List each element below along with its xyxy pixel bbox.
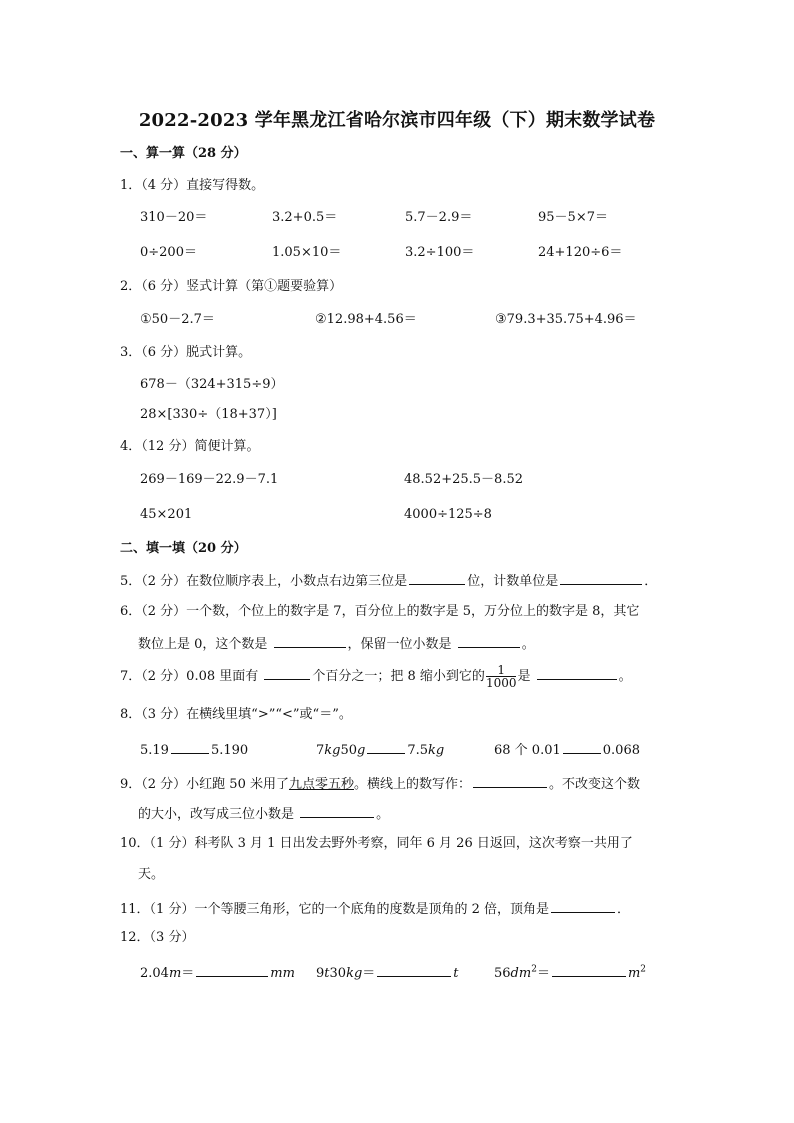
q12-item-1-result-unit: mm [270,966,295,981]
q7-fraction [486,664,517,689]
q5-text-c: ． [644,574,658,589]
q4-item-3: 45×201 [140,507,193,522]
q3-item-2: 28×[330÷（18+37）] [140,407,277,422]
q7-text-a: 7．（2 分）0.08 里面有 [120,669,263,684]
q9-blank-2[interactable] [300,803,374,818]
q1-item-6: 1.05×10＝ [272,245,342,260]
q6-line-1: 6．（2 分）一个数，个位上的数字是 7，百分位上的数字是 5，万分位上的数字是 8，其它 [120,604,640,619]
q7-text-d: 。 [618,669,632,684]
q9-text-c: 。不改变这个数 [549,777,641,792]
q8-item-3-left: 68 个 0.01 [494,743,561,758]
q8-item-2-unit-2: g [357,743,366,758]
section-1-heading: 一、算一算（28 分） [120,146,247,161]
q8-item-2-num-2: 50 [340,743,358,758]
q8-blank-2[interactable] [367,739,405,754]
q12-item-3-result-unit: m [627,966,641,981]
q12-blank-3[interactable] [552,962,626,977]
q11-text-a: 11．（1 分）一个等腰三角形，它的一个底角的度数是顶角的 2 倍，顶角是 [120,902,549,917]
exam-title: 2022-2023 学年黑龙江省哈尔滨市四年级（下）期末数学试卷 [138,110,656,131]
q12-item-3-eq: ＝ [536,966,550,981]
section-2-heading: 二、填一填（20 分） [120,541,247,556]
q9-text-e: 。 [376,807,390,822]
q1-item-7: 3.2÷100＝ [405,245,475,260]
q9-blank-1[interactable] [473,773,547,788]
q8-label: 8．（3 分）在横线里填“>”“<”或“＝”。 [120,707,352,722]
q2-item-1: ①50－2.7＝ [140,312,215,327]
q6-text-c: 。 [521,637,535,652]
q4-item-4: 4000÷125÷8 [404,507,492,522]
q8-item-3-right: 0.068 [602,743,640,758]
q9-line-2 [138,803,389,824]
q7-blank-2[interactable] [537,665,617,680]
q1-label: 1．（4 分）直接写得数。 [120,178,265,193]
q7 [120,664,632,690]
q8-item-2-num-1: 7 [316,743,325,758]
q12-item-3-unit: dm [510,966,532,981]
q12-item-3-exponent: 2 [531,964,537,975]
q7-blank-1[interactable] [264,665,310,680]
q1-item-2: 3.2+0.5＝ [272,210,338,225]
q11-blank[interactable] [551,898,615,913]
q8-item-1-right: 5.190 [210,743,249,758]
q8-blank-1[interactable] [171,739,209,754]
q9-underlined-number: 九点零五秒 [288,777,354,792]
q12-item-2-unit-1: t [324,966,330,981]
q12-item-3-result-exponent: 2 [640,964,647,975]
q7-fraction-numerator: 1 [486,664,517,677]
q8-item-3 [494,739,640,760]
q10-line-1: 10．（1 分）科考队 3 月 1 日出发去野外考察，同年 6 月 26 日返回，这次考察一共用了 [120,836,633,851]
q12-item-2-eq: ＝ [362,966,376,981]
q5 [120,570,657,591]
q12-item-3-num: 56 [494,966,511,981]
q7-fraction-denominator: 1000 [485,676,517,690]
q4-label: 4．（12 分）简便计算。 [120,439,260,454]
q5-blank-1[interactable] [409,570,465,585]
q6-blank-1[interactable] [274,633,346,648]
q8-blank-3[interactable] [563,739,601,754]
q1-item-3: 5.7－2.9＝ [405,210,473,225]
q8-item-2-unit-1: kg [324,743,341,758]
q9-text-a: 9．（2 分）小红跑 50 米用了 [120,777,289,792]
q4-item-2: 48.52+25.5－8.52 [404,472,523,487]
q12-item-3 [494,962,646,983]
q1-item-1: 310－20＝ [140,210,208,225]
q8-item-1-left: 5.19 [140,743,169,758]
q7-text-c: 是 [517,669,535,684]
q1-item-8: 24+120÷6＝ [538,245,623,260]
q2-item-3: ③79.3+35.75+4.96＝ [495,312,637,327]
q5-text-b: 位，计数单位是 [467,574,559,589]
q6-text-b: ，保留一位小数是 [347,637,456,652]
q6-text-a: 数位上是 0，这个数是 [138,637,272,652]
q12-item-1-num: 2.04 [140,966,169,981]
q12-label: 12．（3 分） [120,930,195,945]
q9-text-d: 的大小，改写成三位小数是 [138,807,299,822]
q12-item-2-num-2: 30 [329,966,347,981]
q8-item-2 [316,739,444,760]
q1-item-5: 0÷200＝ [140,245,197,260]
q2-item-2: ②12.98+4.56＝ [315,312,417,327]
q11-text-b: ． [616,902,630,917]
q6-line-2 [138,633,535,654]
q3-label: 3．（6 分）脱式计算。 [120,345,252,360]
q12-blank-2[interactable] [377,962,451,977]
q6-blank-2[interactable] [458,633,520,648]
q5-blank-2[interactable] [560,570,642,585]
q4-item-1: 269－169－22.9－7.1 [140,472,279,487]
q3-item-1: 678－（324+315÷9） [140,377,284,392]
q12-item-2 [316,962,459,983]
q12-item-1-unit: m [168,966,182,981]
q12-item-2-result-unit: t [453,966,459,981]
q8-item-2-unit-3: kg [428,743,445,758]
q8-item-1 [140,739,248,760]
q9-line-1 [120,773,640,794]
q1-item-4: 95－5×7＝ [538,210,608,225]
q12-item-1-eq: ＝ [181,966,195,981]
q7-text-b: 个百分之一；把 8 缩小到它的 [312,669,485,684]
q12-item-2-num-1: 9 [316,966,325,981]
q8-item-2-num-3: 7.5 [407,743,429,758]
q9-text-b: 。横线上的数写作： [354,777,472,792]
q11 [120,898,630,919]
q2-label: 2．（6 分）竖式计算（第①题要验算） [120,279,343,294]
q5-text-a: 5．（2 分）在数位顺序表上，小数点右边第三位是 [120,574,408,589]
q12-item-2-unit-2: kg [346,966,363,981]
q12-blank-1[interactable] [196,962,268,977]
q10-line-2: 天。 [138,867,165,882]
q12-item-1 [140,962,295,983]
